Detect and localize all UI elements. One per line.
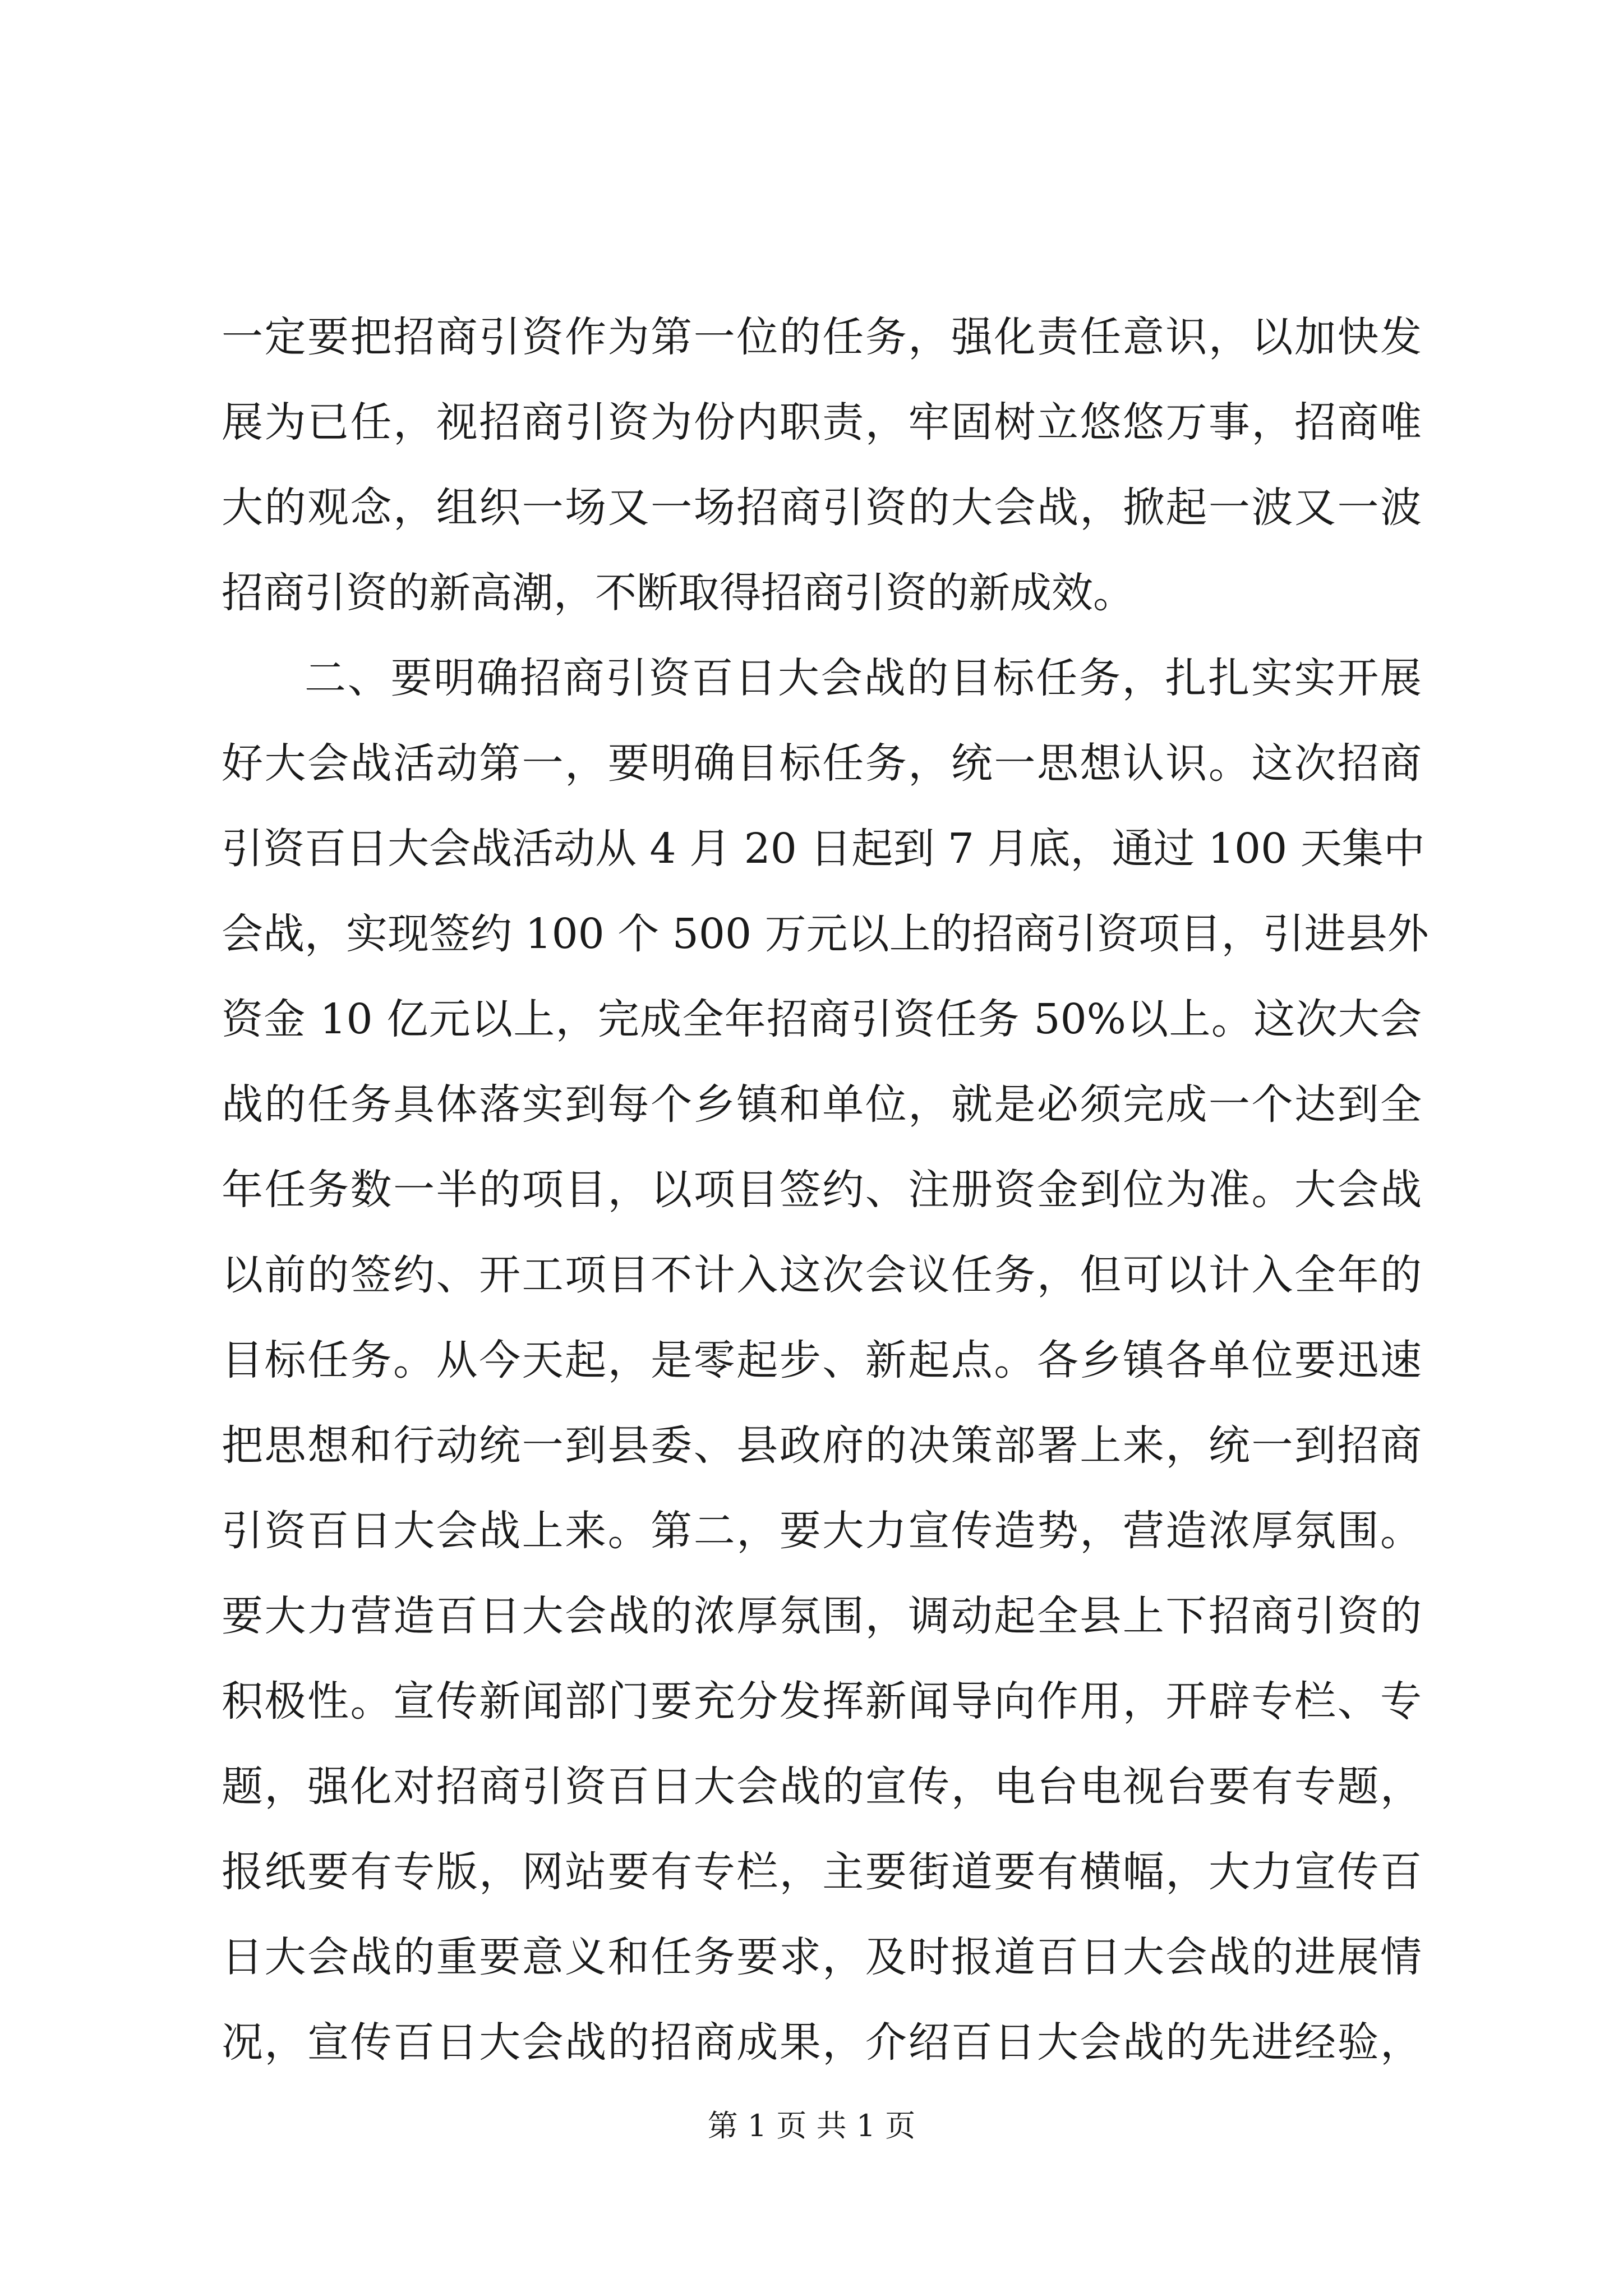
paragraph-2-line-16: 日大会战的重要意义和任务要求，及时报道百日大会战的进展情: [222, 1933, 1422, 1981]
paragraph-1-line-4: 招商引资的新高潮，不断取得招商引资的新成效。: [222, 569, 1135, 617]
paragraph-2-line-1: 二、要明确招商引资百日大会战的目标任务，扎扎实实开展: [305, 654, 1422, 702]
paragraph-2-line-8: 以前的签约、开工项目不计入这次会议任务，但可以计入全年的: [222, 1251, 1422, 1299]
paragraph-2-line-7: 年任务数一半的项目，以项目签约、注册资金到位为准。大会战: [222, 1166, 1422, 1214]
page-footer: [0, 2104, 1623, 2148]
paragraph-2-line-11: 引资百日大会战上来。第二，要大力宣传造势，营造浓厚氛围。: [222, 1507, 1422, 1555]
paragraph-2-line-13: 积极性。宣传新闻部门要充分发挥新闻导向作用，开辟专栏、专: [222, 1677, 1422, 1726]
paragraph-2-line-5: 资金 10 亿元以上，完成全年招商引资任务 50%以上。这次大会: [222, 995, 1422, 1043]
paragraph-1-line-3: 大的观念，组织一场又一场招商引资的大会战，掀起一波又一波: [222, 484, 1422, 532]
paragraph-2-line-3: 引资百日大会战活动从 4 月 20 日起到 7 月底，通过 100 天集中: [222, 825, 1425, 873]
page-number-label: 第 1 页 共 1 页: [707, 2108, 916, 2143]
paragraph-2-line-4: 会战，实现签约 100 个 500 万元以上的招商引资项目，引进县外: [222, 910, 1429, 958]
paragraph-2-line-12: 要大力营造百日大会战的浓厚氛围，调动起全县上下招商引资的: [222, 1592, 1422, 1640]
paragraph-2-line-10: 把思想和行动统一到县委、县政府的决策部署上来，统一到招商: [222, 1421, 1422, 1470]
document-body: [222, 295, 1429, 2085]
paragraph-2-line-2: 好大会战活动第一，要明确目标任务，统一思想认识。这次招商: [222, 739, 1422, 788]
paragraph-1-line-2: 展为已任，视招商引资为份内职责，牢固树立悠悠万事，招商唯: [222, 398, 1422, 447]
paragraph-2-line-17: 况，宣传百日大会战的招商成果，介绍百日大会战的先进经验，: [222, 2018, 1422, 2067]
paragraph-1-line-1: 一定要把招商引资作为第一位的任务，强化责任意识，以加快发: [222, 313, 1422, 361]
paragraph-2-line-15: 报纸要有专版，网站要有专栏，主要街道要有横幅，大力宣传百: [222, 1848, 1422, 1896]
paragraph-2-line-14: 题，强化对招商引资百日大会战的宣传，电台电视台要有专题，: [222, 1763, 1422, 1811]
paragraph-2-line-6: 战的任务具体落实到每个乡镇和单位，就是必须完成一个达到全: [222, 1080, 1422, 1129]
paragraph-2-line-9: 目标任务。从今天起，是零起步、新起点。各乡镇各单位要迅速: [222, 1336, 1422, 1384]
